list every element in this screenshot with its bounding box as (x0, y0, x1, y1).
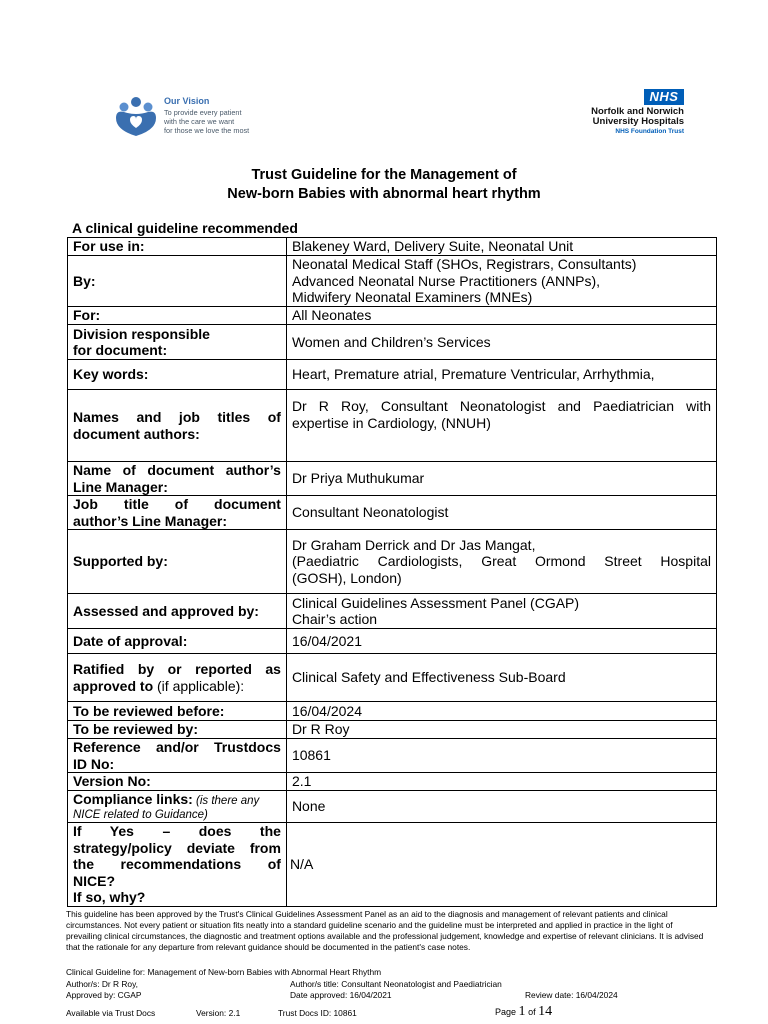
label-reference-line1: Reference and/or Trustdocs (73, 739, 281, 755)
label-line-manager-line2: Line Manager: (73, 478, 168, 495)
value-job-title: Consultant Neonatologist (286, 496, 716, 530)
table-row-authors (68, 390, 717, 462)
table-row-keywords (68, 360, 717, 390)
value-by (286, 256, 716, 307)
value-date-approval: 16/04/2021 (286, 629, 716, 654)
label-version: Version No: (68, 773, 287, 791)
trust-subtitle: NHS Foundation Trust (615, 128, 684, 135)
value-by-line1: Neonatal Medical Staff (SHOs, Registrars, Consultants) (291, 256, 637, 273)
table-row-by (68, 256, 717, 307)
table-row-use-in (68, 238, 717, 256)
value-supported-line1: Dr Graham Derrick and Dr Jas Mangat, (291, 536, 536, 553)
label-compliance-note1: (is there any (192, 794, 260, 807)
table-row-deviate (68, 823, 717, 907)
page-current: 1 (518, 1004, 526, 1019)
value-assessed (286, 594, 716, 629)
footer-authors: Author/s: Dr R Roy, (66, 979, 138, 989)
page-total: 14 (538, 1004, 553, 1019)
table-row-job-title (68, 496, 717, 530)
label-supported: Supported by: (68, 530, 287, 594)
disclaimer-text: This guideline has been approved by the Trust's Clinical Guidelines Assessment Panel as an aid to the diagnosis and management of relevant patients and clinical circumstances. Not every patient or situation fits neatly into a standard guideline scenario and the guideline must be interpreted and applied in practice in the light of prevailing clinical circumstances, the diagnostic and treatment options available and the professional judgement, knowledge and expertise of relevant clinicians. It is advised that the rationale for any departure from relevant guidance should be documented in the patient's case notes. (66, 909, 704, 952)
label-ratified-line1: Ratified by or reported as (73, 661, 281, 677)
footer-docs-id: Trust Docs ID: 10861 (278, 1008, 357, 1018)
label-deviate-line1: If Yes – does the (73, 823, 281, 840)
trust-name-line1: Norfolk and Norwich (591, 106, 684, 117)
label-keywords: Key words: (68, 360, 287, 390)
vision-line-1: To provide every patient (164, 108, 242, 117)
value-supported (286, 530, 716, 594)
label-division-line2: for document: (73, 342, 168, 358)
footer-available: Available via Trust Docs (66, 1008, 156, 1018)
footer-review-date: Review date: 16/04/2024 (525, 990, 618, 1000)
label-deviate-line5: If so, why? (73, 889, 146, 906)
nhs-logo: NHS (644, 89, 684, 105)
family-heart-icon (112, 96, 160, 138)
label-line-manager-line1: Name of document author’s (73, 462, 281, 478)
label-division (68, 325, 287, 360)
value-ratified: Clinical Safety and Effectiveness Sub-Board (286, 654, 716, 702)
value-line-manager: Dr Priya Muthukumar (286, 462, 716, 496)
trust-name (591, 107, 684, 127)
table-row-version (68, 773, 717, 791)
document-title-line2: New-born Babies with abnormal heart rhythm (227, 186, 541, 202)
label-deviate-line4: NICE? (73, 872, 115, 889)
table-row-compliance (68, 791, 717, 823)
value-authors-line2: expertise in Cardiology, (NNUH) (291, 414, 491, 431)
value-assessed-line2: Chair’s action (291, 611, 378, 627)
value-deviate: N/A (286, 823, 716, 907)
value-by-line2: Advanced Neonatal Nurse Practitioners (ANNPs), (291, 272, 601, 289)
value-for: All Neonates (286, 307, 716, 325)
label-job-title-line2: author’s Line Manager: (73, 512, 228, 529)
nhs-trust-logo (572, 89, 684, 139)
table-row-review-by (68, 721, 717, 739)
label-assessed: Assessed and approved by: (68, 594, 287, 629)
table-row-review-before (68, 702, 717, 721)
footer-author-title: Author/s title: Consultant Neonatologist and Paediatrician (290, 979, 502, 989)
label-job-title (68, 496, 287, 530)
table-row-supported (68, 530, 717, 594)
value-review-by: Dr R Roy (286, 721, 716, 739)
table-row-ratified (68, 654, 717, 702)
recommended-heading: A clinical guideline recommended (72, 220, 298, 236)
trust-name-line2: University Hospitals (592, 116, 684, 127)
value-assessed-line1: Clinical Guidelines Assessment Panel (CGAP) (291, 594, 580, 611)
table-row-division (68, 325, 717, 360)
label-division-line1: Division responsible (73, 325, 210, 342)
table-row-line-manager (68, 462, 717, 496)
value-by-line3: Midwifery Neonatal Examiners (MNEs) (291, 289, 533, 306)
label-compliance-note2: NICE related to Guidance) (73, 808, 208, 821)
value-use-in: Blakeney Ward, Delivery Suite, Neonatal Unit (286, 238, 716, 256)
label-deviate (68, 823, 287, 907)
label-date-approval: Date of approval: (68, 629, 287, 654)
table-row-date-approval (68, 629, 717, 654)
label-authors (68, 390, 287, 462)
label-ratified-line2 (73, 678, 281, 695)
our-vision-logo (112, 96, 262, 140)
label-ratified-note: (if applicable): (153, 677, 245, 694)
table-row-assessed (68, 594, 717, 629)
page-of: of (528, 1007, 536, 1017)
value-reference: 10861 (286, 739, 716, 773)
label-job-title-line1: Job title of document (73, 496, 281, 512)
label-review-before: To be reviewed before: (68, 702, 287, 721)
footer-date-approved: Date approved: 16/04/2021 (290, 990, 392, 1000)
label-by: By: (68, 256, 287, 307)
document-title-line1: Trust Guideline for the Management of (251, 167, 517, 183)
label-use-in: For use in: (68, 238, 287, 256)
label-review-by: To be reviewed by: (68, 721, 287, 739)
label-ratified (68, 654, 287, 702)
value-compliance: None (286, 791, 716, 823)
label-reference (68, 739, 287, 773)
value-keywords: Heart, Premature atrial, Premature Ventricular, Arrhythmia, (286, 360, 716, 390)
vision-line-3: for those we love the most (164, 126, 250, 135)
footer-version: Version: 2.1 (196, 1008, 241, 1018)
value-supported-line2: (Paediatric Cardiologists, Great Ormond Street Hospital (291, 553, 711, 570)
label-ratified-text: approved to (73, 677, 154, 694)
guideline-metadata-table (67, 237, 717, 907)
label-deviate-line3: the recommendations of (73, 856, 281, 873)
page-label: Page (495, 1007, 517, 1017)
vision-line-2: with the care we want (164, 117, 235, 126)
footer-approved-by: Approved by: CGAP (66, 990, 142, 1000)
value-division: Women and Children’s Services (286, 325, 716, 360)
value-version: 2.1 (286, 773, 716, 791)
label-for: For: (68, 307, 287, 325)
value-review-before: 16/04/2024 (286, 702, 716, 721)
table-row-for (68, 307, 717, 325)
value-authors-line1: Dr R Roy, Consultant Neonatologist and Paediatrician with (291, 398, 711, 414)
label-line-manager (68, 462, 287, 496)
page-number (495, 1004, 552, 1020)
value-supported-line3: (GOSH), London) (291, 569, 402, 586)
footer-guideline-for: Clinical Guideline for: Management of New-born Babies with Abnormal Heart Rhythm (66, 967, 382, 977)
vision-title: Our Vision (164, 96, 210, 106)
value-authors (286, 390, 716, 462)
label-reference-line2: ID No: (73, 755, 115, 772)
table-row-reference (68, 739, 717, 773)
label-authors-line1: Names and job titles of (73, 409, 281, 425)
label-compliance-text: Compliance links: (73, 790, 193, 807)
label-compliance (68, 791, 287, 823)
label-deviate-line2: strategy/policy deviate from (73, 839, 281, 856)
label-authors-line2: document authors: (73, 425, 200, 442)
